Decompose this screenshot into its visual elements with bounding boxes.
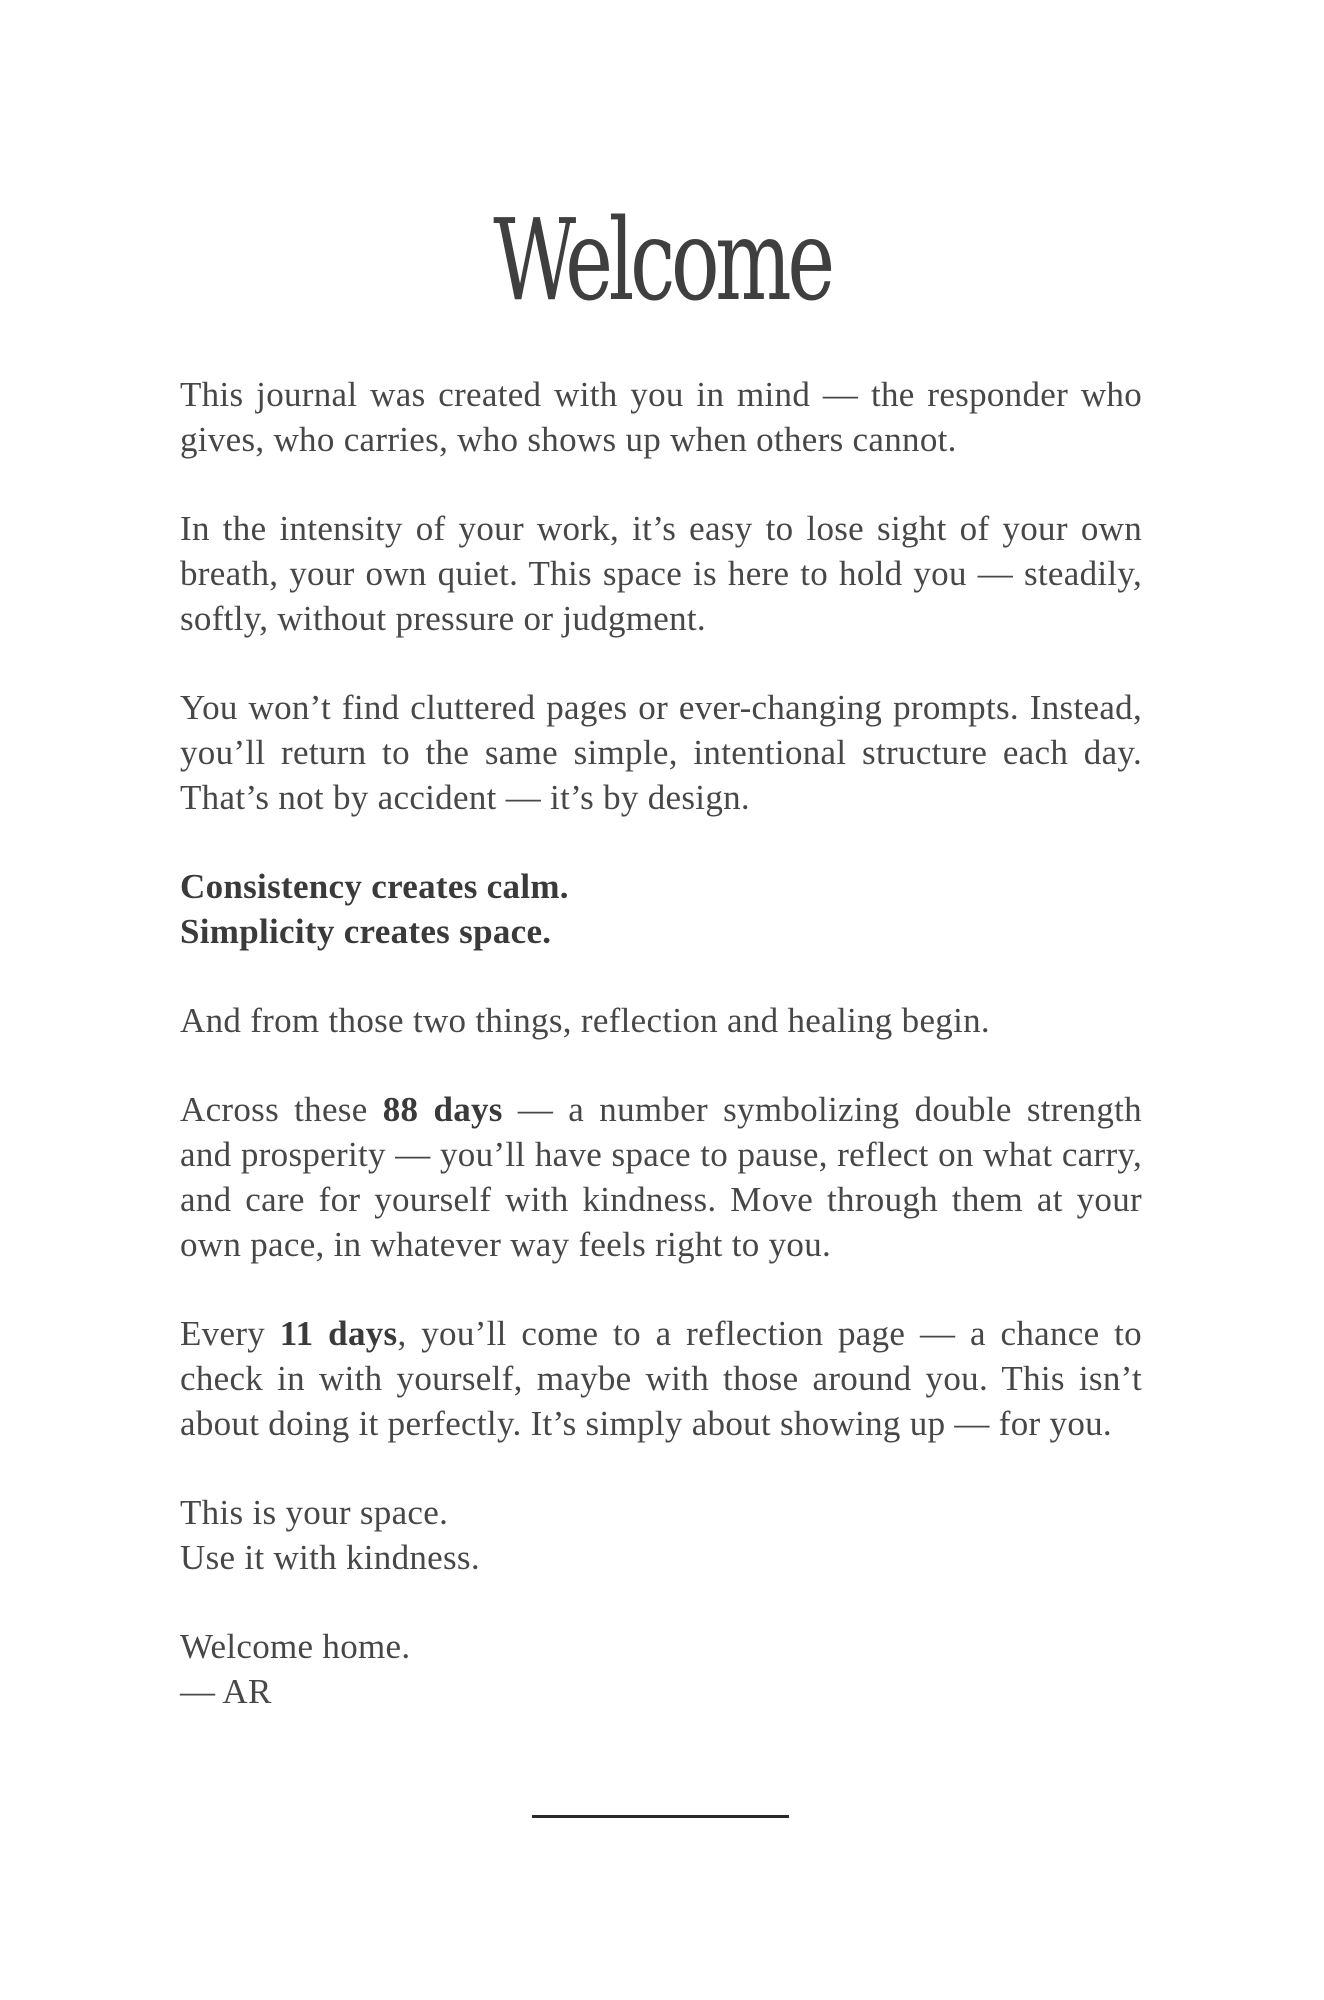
signoff-author: — AR xyxy=(180,1672,272,1711)
signoff-greeting: Welcome home. xyxy=(180,1627,411,1666)
emphasis-block xyxy=(180,864,1142,954)
p6-days-count: 11 days xyxy=(279,1314,398,1353)
p6-lead: Every xyxy=(180,1314,266,1353)
paragraph-intro: This journal was created with you in mind — the responder who gives, who carries, who shows up when others cannot. xyxy=(180,375,1142,459)
emphasis-simplicity: Simplicity creates space. xyxy=(180,912,552,951)
paragraph-reflection: And from those two things, reflection and healing begin. xyxy=(180,1001,990,1040)
paragraph-88-days xyxy=(180,1087,1142,1267)
paragraph-intensity: In the intensity of your work, it’s easy to lose sight of your own breath, your own quiet. This space is here to hold you — steadily, softly, without pressure or judgment. xyxy=(180,509,1142,638)
closing-line-2: Use it with kindness. xyxy=(180,1538,480,1577)
p5-rest: — a number symbolizing double strength and prosperity — you’ll have space to pause, reflect on what carry, and care for yourself with kindness. Move through them at your own pace, in whatever way feels right to you. xyxy=(180,1090,1142,1264)
signoff-block xyxy=(180,1624,1142,1714)
p6-rest: , you’ll come to a reflection page — a chance to check in with yourself, maybe with those around you. This isn’t about doing it perfectly. It’s simply about showing up — for you. xyxy=(180,1314,1142,1443)
p5-days-count: 88 days xyxy=(382,1090,503,1129)
p5-lead: Across these xyxy=(180,1090,368,1129)
page-title: Welcome xyxy=(493,196,831,326)
emphasis-consistency: Consistency creates calm. xyxy=(180,867,569,906)
paragraph-11-days xyxy=(180,1311,1142,1446)
paragraph-structure: You won’t find cluttered pages or ever-changing prompts. Instead, you’ll return to the same simple, intentional structure each day. That’s not by accident — it’s by design. xyxy=(180,688,1142,817)
footer-divider xyxy=(532,1815,789,1818)
welcome-letter xyxy=(180,372,1142,1758)
closing-line-1: This is your space. xyxy=(180,1493,449,1532)
closing-block xyxy=(180,1490,1142,1580)
